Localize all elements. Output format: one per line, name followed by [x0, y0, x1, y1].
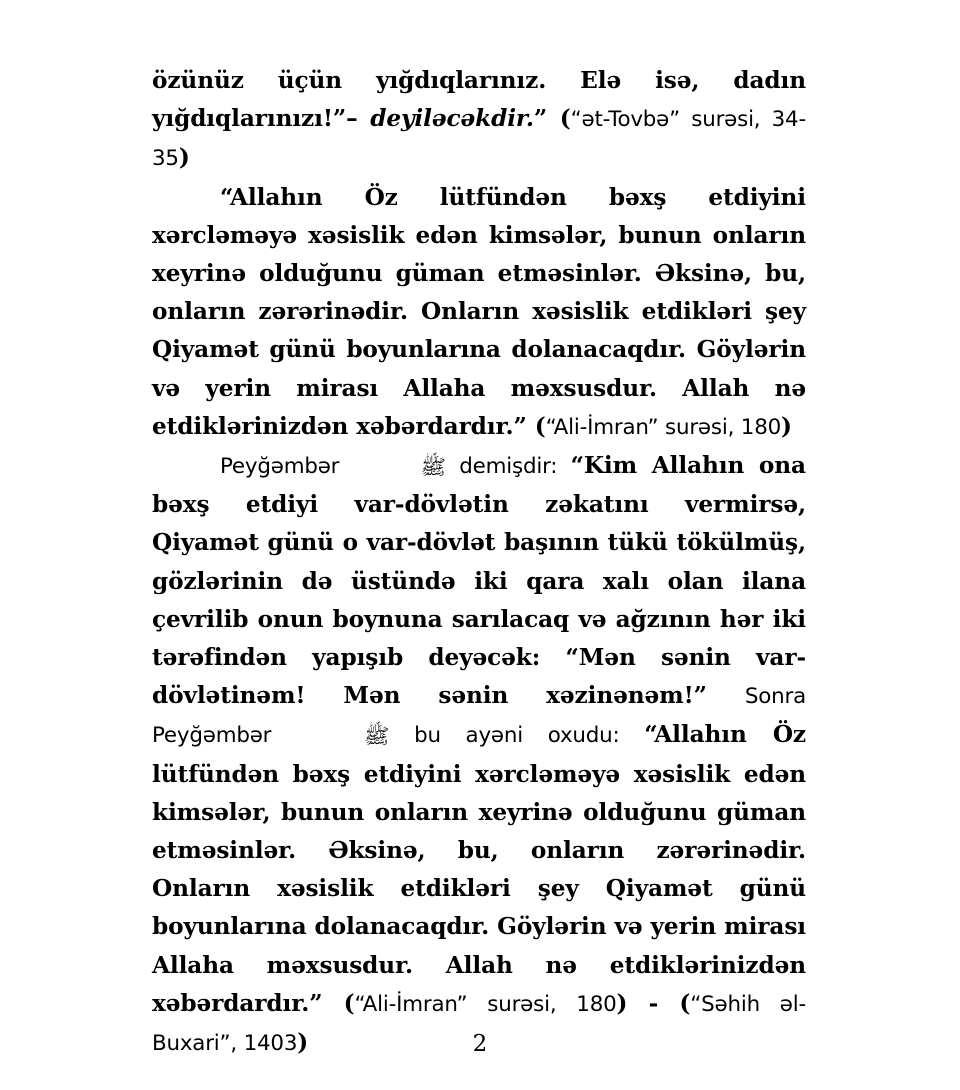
citation-paren: (	[534, 412, 546, 440]
paragraph	[152, 62, 806, 179]
page-number: 2	[472, 1031, 488, 1057]
citation-paren: (	[559, 105, 571, 133]
quote-run: “Allahın Öz lütfündən bəxş etdiyini xərcləməyə xəsislik edən kimsələr, bunun onların xeyrinə olduğunu güman etməsinlər. Əksinə, bu, onların zərərinədir. Onların xəsislik etdikləri şey Qiyamət günü boyunlarına dolanacaqdır. Göylərin və yerin mirası Allaha məxsusdur. Allah nə etdiklərinizdən xəbərdardır.”	[152, 721, 806, 1017]
quote-run: “Allahın Öz lütfündən bəxş etdiyini xərcləməyə xəsislik edən kimsələr, bunun onların xeyrinə olduğunu güman etməsinlər. Əksinə, bu, onların zərərinədir. Onların xəsislik etdikləri şey Qiyamət günü boyunlarına dolanacaqdır. Göylərin və yerin mirası Allaha məxsusdur. Allah nə etdiklərinizdən xəbərdardır.”	[152, 183, 806, 440]
paragraph	[152, 179, 806, 447]
quote-run: özünüz üçün yığdıqlarınız. Elə isə, dadın yığdıqlarınızı!”–	[152, 67, 806, 133]
quote-run: “Kim Allahın ona bəxş etdiyi var-dövlətin zəkatını vermirsə, Qiyamət günü o var-dövlət başının tükü tökülmüş, gözlərinin də üstündə iki qara xalı olan ilana çevrilib onun boynuna sarılacaq və ağzının hər iki tərəfindən yapışıb deyəcək: “Mən sənin var-dövlətinəm! Mən sənin xəzinənəm!”	[152, 452, 806, 710]
emphasis-run: deyiləcəkdir.	[370, 105, 534, 133]
narrative-run: Sonra Peyğəmbər	[152, 684, 806, 749]
narrative-run: bu ayəni oxudu:	[389, 723, 645, 749]
narrative-run: Peyğəmbər	[220, 454, 353, 480]
citation-paren: )	[781, 412, 792, 440]
citation-paren: ) - (	[616, 989, 691, 1017]
citation-run: “Ali-İmran” surəsi, 180	[545, 414, 782, 440]
citation-paren: )	[297, 1029, 309, 1057]
citation-run: “ət-Tovbə” surəsi, 34-35	[152, 107, 806, 172]
narrative-run: demişdir:	[445, 454, 571, 480]
salawat-icon: ﷺ	[364, 724, 390, 749]
paragraph	[152, 447, 806, 1063]
salawat-icon: ﷺ	[420, 455, 446, 480]
quote-run: ”	[533, 105, 560, 133]
citation-run: “Səhih əl-Buxari”, 1403	[152, 991, 807, 1057]
page-text-block	[152, 62, 806, 1063]
citation-run: “Ali-İmran” surəsi, 180	[354, 991, 617, 1017]
citation-paren: (	[343, 989, 355, 1017]
citation-paren: )	[178, 144, 190, 172]
